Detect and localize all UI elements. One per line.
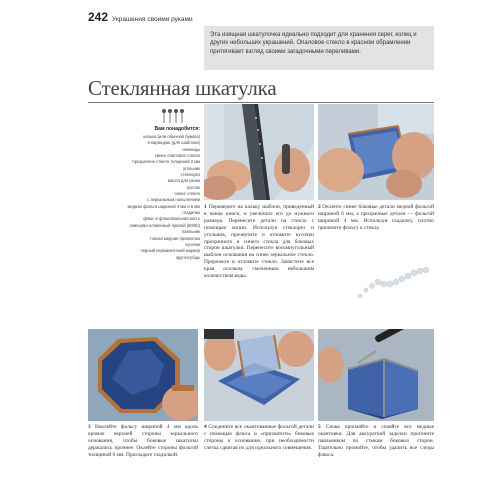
step-1-photo xyxy=(204,104,314,200)
material-item: паяльник xyxy=(182,229,200,235)
material-item: свинцово-оловянный припой (50/50) xyxy=(129,222,200,228)
intro-box xyxy=(204,26,434,70)
material-item: черный перманентный маркер xyxy=(140,248,200,254)
decorative-beads xyxy=(318,246,434,306)
material-item: круглогубцы xyxy=(176,254,200,260)
page-title: Стеклянная шкатулка xyxy=(88,76,277,100)
step-1-number: 1 xyxy=(204,204,207,210)
running-head: Украшения своими руками xyxy=(112,16,193,23)
material-item: флюс и флюсовальная кисть xyxy=(143,216,200,222)
step-2-photo xyxy=(318,104,434,200)
materials-list xyxy=(88,134,200,261)
intro-text: Эта изящная шкатулочка идеально подходит для хранения серег, колец и других небольших украшений. Опаловое стекло в красном обрамлении притягивает взгляд своими загадочными переливами. xyxy=(210,32,417,55)
material-item: и карандаш (для шаблона) xyxy=(147,140,200,146)
material-item: оселок xyxy=(186,184,200,190)
material-item: гладилка xyxy=(182,210,200,216)
material-item: синее опаловое стекло xyxy=(154,153,200,159)
material-item: медная фольга шириной 4 мм и 6 мм xyxy=(127,203,200,209)
materials-heading: Вам понадобится: xyxy=(154,126,200,132)
page-header xyxy=(88,10,193,26)
material-item: синее стекло xyxy=(174,191,200,197)
step-1-text: Переведите на кальку шаблон, приведенный в конце книги, и увеличьте его до нужного размера. Перенесите детали на стекло с помощью копии. Используя стеклорез и угольник, прочертите и отломите кусочки прозрачного и синего стекла для боковых сторон шкатулки. Перенесите восьмиугольный шаблон основания на синее зеркальное стекло. Прорежьте и отломите стекло. Зачистите все края оселком, смоченным небольшим количеством воды. xyxy=(204,204,314,280)
material-item: тонкая медная проволока xyxy=(149,235,200,241)
material-item: с зеркальным напылением xyxy=(147,197,200,203)
material-item: прозрачное стекло толщиной 2 мм xyxy=(132,159,200,165)
material-item: стеклорез xyxy=(180,172,200,178)
material-item: масло для резки xyxy=(167,178,200,184)
step-5-text: Снова пропаяйте и спаяйте все медные окантовки. Для аккуратной заделки прогоните паяльником по стыкам боковых сторон. Тщательно промойте, чтобы удалить все следы флюса. xyxy=(318,424,434,458)
step-4-text: Соедините все окантованные фольгой детали с помощью флюса и «прихватите» боковые стороны к основанию, при необходимости слегка сдвигая их для идеального совмещения. xyxy=(204,424,314,451)
step-2-number: 2 xyxy=(318,204,321,210)
material-item: калька (или обычная бумага) xyxy=(143,134,200,139)
step-4-caption xyxy=(204,424,314,452)
material-item: кусачки xyxy=(185,241,200,247)
book-page xyxy=(82,6,434,494)
materials-panel xyxy=(88,108,200,300)
step-5-caption xyxy=(318,424,434,459)
step-4-photo xyxy=(204,329,314,421)
material-item: ножницы xyxy=(182,146,200,152)
step-3-number: 3 xyxy=(88,424,91,430)
step-4-number: 4 xyxy=(204,424,207,430)
step-5-number: 5 xyxy=(318,424,321,430)
material-item: угольник xyxy=(183,165,200,171)
step-3-text: Наклейте фольгу шириной 4 мм вдоль кромок верхней стороны зеркального основания, чтобы боковые шкатулки держались прочнее. Оклейте стороны фольгой толщиной 6 мм. Пригладьте гладилкой. xyxy=(88,424,198,458)
step-2-caption xyxy=(318,204,434,232)
page-number: 242 xyxy=(88,10,109,24)
step-2-text: Оклеите синие боковые детали медной фольгой шириной 6 мм, а прозрачные детали — фольгой шириной 4 мм. Используя гладилку, плотно прижмите фольгу к стеклу. xyxy=(318,204,434,231)
tools-icon xyxy=(160,108,188,124)
step-1-caption xyxy=(204,204,314,280)
step-5-photo xyxy=(318,329,434,421)
step-3-photo xyxy=(88,329,198,421)
step-3-caption xyxy=(88,424,198,459)
title-rule xyxy=(88,102,434,103)
